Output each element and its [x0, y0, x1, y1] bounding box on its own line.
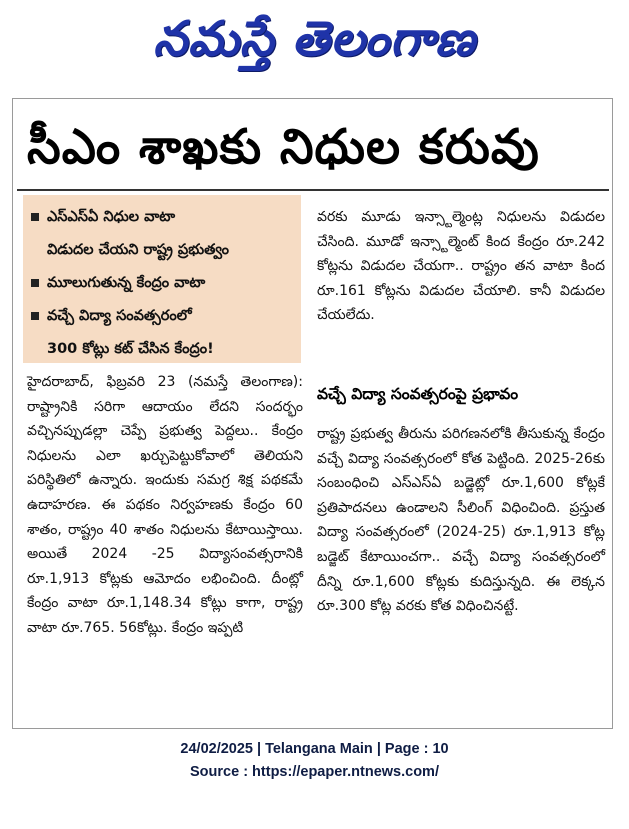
body-paragraph: రాష్ట్ర ప్రభుత్వ తీరును పరిగణనలోకి తీసుకున్న కేంద్రం వచ్చే విద్యా సంవత్సరంలో కోత పెట్టింది. 2025-26కు సంబంధించి ఎస్ఎస్ఏ బడ్జెట్లో రూ.1,600 కోట్లకే ప్రతిపాదనలు ఉండాలని సీలింగ్ విధించింది. ప్రస్తుత విద్యా సంవత్సరంలో (2024-25) రూ.1,913 కోట్ల బడ్జెట్ కేటాయించగా.. వచ్చే విద్యా సంవత్సరంలో దీన్ని రూ.1,600 కోట్లకు కుదిస్తున్నది. ఈ లెక్కన రూ.300 కోట్ల వరకు కోత విధించినట్టే.: [317, 426, 605, 615]
highlight-item: [31, 267, 293, 300]
bullet-icon: [31, 279, 39, 287]
highlights-box: [23, 195, 301, 363]
highlight-item: [31, 300, 293, 366]
bullet-icon: [31, 312, 39, 320]
bullet-icon: [31, 213, 39, 221]
highlight-line: వచ్చే విద్యా సంవత్సరంలో: [47, 308, 192, 324]
footer-date-edition: 24/02/2025 | Telangana Main | Page : 10: [180, 741, 449, 757]
highlight-line: ఎస్ఎస్ఏ నిధుల వాటా: [47, 209, 176, 225]
article-body-right-top: [317, 205, 605, 328]
article-subheading: వచ్చే విద్యా సంవత్సరంపై ప్రభావం: [317, 385, 519, 403]
footer-source: Source : https://epaper.ntnews.com/: [190, 764, 439, 780]
highlight-line: మూలుగుతున్న కేంద్రం వాటా: [47, 275, 206, 291]
highlight-line: 300 కోట్లు కట్ చేసిన కేంద్రం!: [47, 341, 214, 357]
body-paragraph: వరకు మూడు ఇన్స్టాల్మెంట్ల నిధులను విడుదల చేసింది. మూడో ఇన్స్టాల్మెంట్ కింద కేంద్రం రూ.242 కోట్లను విడుదల చేయగా.. రాష్ట్రం తన వాటా కింద రూ.161 కోట్లను విడుదల చేయాలి. కానీ విడుదల చేయలేదు.: [317, 209, 605, 324]
article-headline: సీఎం శాఖకు నిధుల కరువు: [27, 119, 540, 175]
headline-rule: [17, 189, 609, 191]
masthead-logo: [0, 0, 629, 90]
highlight-line: విడుదల చేయని రాష్ట్ర ప్రభుత్వం: [47, 242, 229, 258]
news-clipping: [12, 98, 613, 729]
body-paragraph: హైదరాబాద్, ఫిబ్రవరి 23 (నమస్తే తెలంగాణ): రాష్ట్రానికి సరిగా ఆదాయం లేదని సందర్భం వచ్చినప్పుడల్లా చెప్పే ప్రభుత్వ పెద్దలు.. కేంద్రం నిధులను ఎలా ఖర్చుపెట్టుకోవాలో తెలియని పరిస్థితిలో ఉన్నారు. ఇందుకు సమగ్ర శిక్ష పథకమే ఉదాహరణ. ఈ పథకం నిర్వహణకు కేంద్రం 60 శాతం, రాష్ట్రం 40 శాతం నిధులను కేటాయిస్తాయి. అయితే 2024 -25 విద్యాసంవత్సరానికి రూ.1,913 కోట్లకు ఆమోదం లభించింది. దీంట్లో కేంద్రం వాటా రూ.1,148.34 కోట్లు కాగా, రాష్ట్ర వాటా రూ.765. 56కోట్లు. కేంద్రం ఇప్పటి: [27, 374, 303, 636]
masthead-title: నమస్తే తెలంగాణ: [153, 11, 476, 67]
article-body-left: [27, 370, 303, 641]
article-body-right-bottom: [317, 422, 605, 619]
highlight-item: [31, 201, 293, 267]
